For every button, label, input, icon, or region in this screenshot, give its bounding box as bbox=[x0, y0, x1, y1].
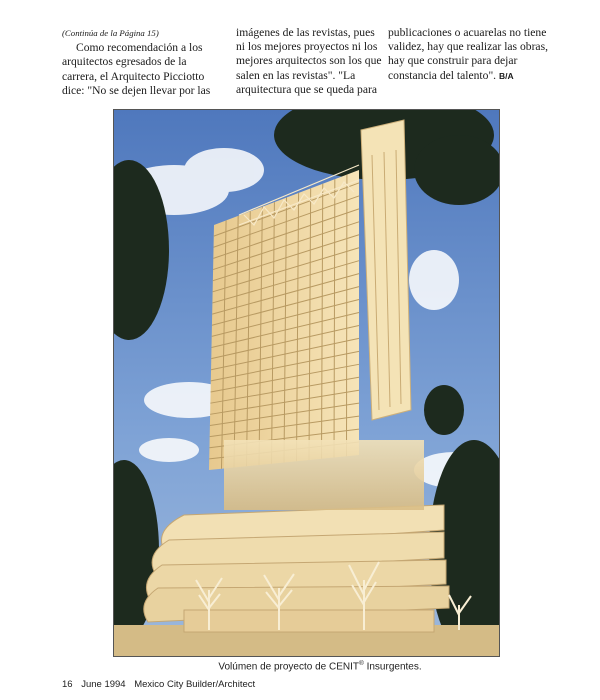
caption-text-after: Insurgentes. bbox=[363, 661, 422, 673]
registered-mark: ® bbox=[359, 660, 364, 667]
text-column-3 bbox=[388, 26, 548, 83]
article-column-2-text: imágenes de las revistas, pues ni los mejores proyectos ni los mejores arquitectos son los que salen en las revistas". "La arquitectura que se queda para bbox=[236, 26, 382, 96]
model-illustration bbox=[114, 110, 499, 656]
photo-caption bbox=[180, 660, 460, 672]
issue-date: June 1994 bbox=[81, 679, 126, 690]
caption-text-before: Volúmen de proyecto de CENIT bbox=[218, 661, 360, 673]
publication-name: Mexico City Builder/Architect bbox=[134, 679, 256, 690]
text-column-2 bbox=[236, 26, 386, 97]
page-number: 16 bbox=[62, 679, 73, 690]
architectural-model-photo bbox=[113, 109, 500, 657]
continued-from-note: (Continúa de la Página 15) bbox=[62, 28, 159, 38]
article-column-3-text: publicaciones o acuarelas no tiene validez, hay que realizar las obras, hay que construir para dejar constancia del talento". bbox=[388, 26, 548, 82]
author-signature: B/A bbox=[498, 70, 514, 81]
page-footer bbox=[62, 679, 261, 690]
article-column-1-text: Como recomendación a los arquitectos egresados de la carrera, el Arquitecto Picciotto dice: "No se dejen llevar por las bbox=[62, 41, 211, 97]
text-column-1 bbox=[62, 26, 220, 98]
